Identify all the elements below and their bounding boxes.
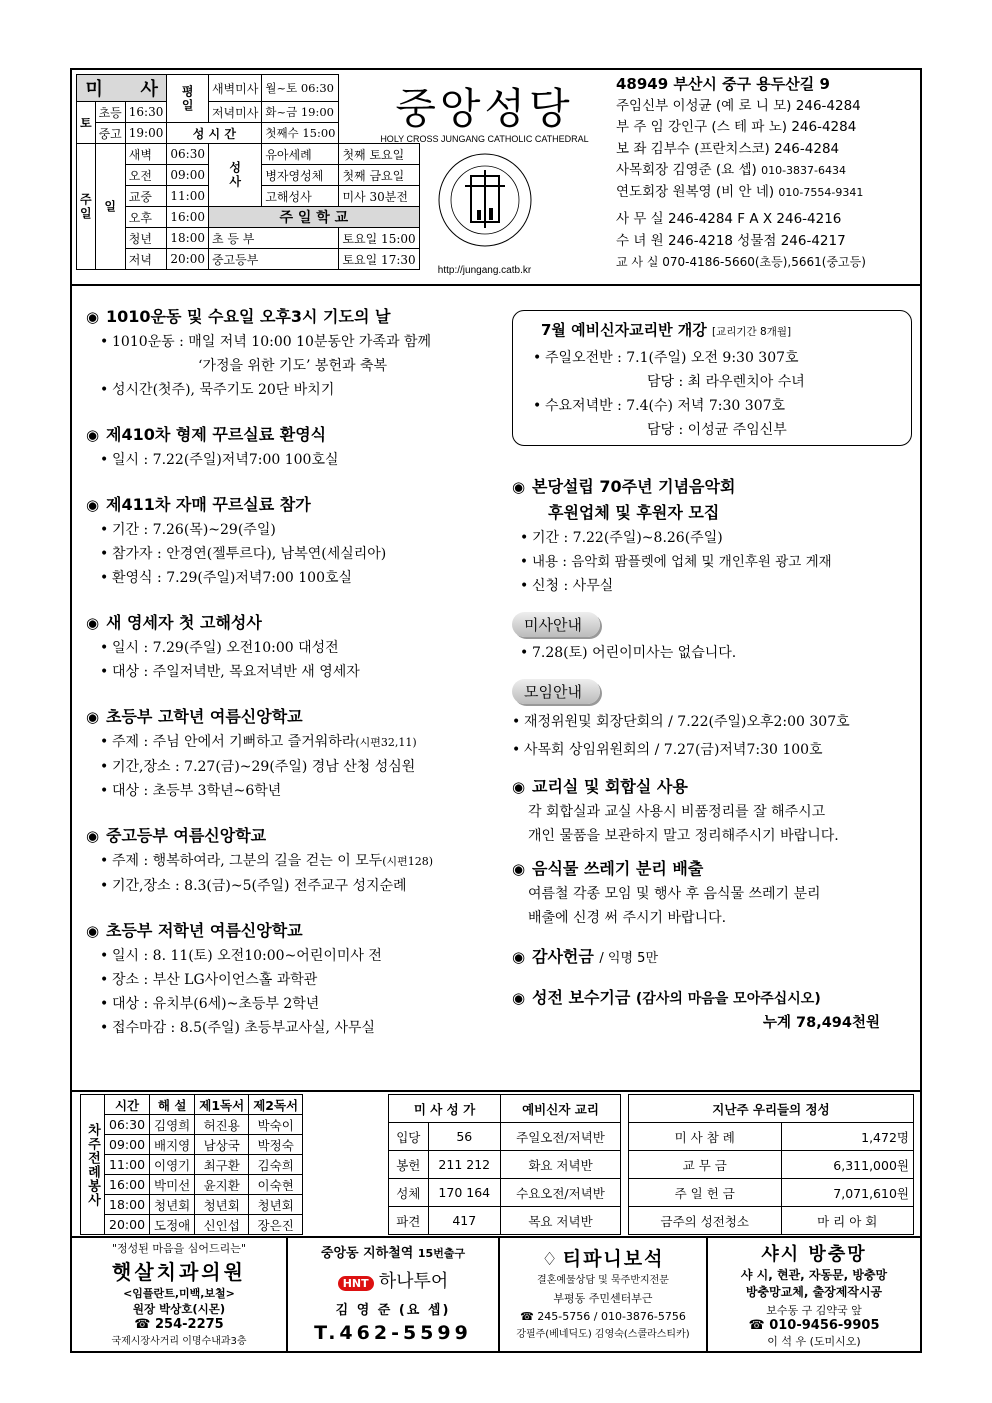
hanatour-logo-icon: HNT <box>338 1276 374 1291</box>
offering-table: 지난주 우리들의 정성 미 사 참 례 1,472명 교 무 금 6,311,000원 주 일 헌 금 7,071,610원 금주의 성전청소 마 리 아 회 <box>628 1094 914 1235</box>
weekday-label: 평일 <box>167 75 209 123</box>
ad-tiffany: ♢ 티파니보석 결혼예물상담 및 묵주반지전문 부평동 주민센터부근 ☎ 245-5756 / 010-3876-5756 강필주(베네딕도) 김영숙(스콜라스티카) <box>500 1238 708 1353</box>
church-logo <box>372 74 597 282</box>
hymn-catechism-table: 미 사 성 가 예비신자 교리 입당 56 주일오전/저녁반 봉헌 211 212 화요 저녁반 성체 170 164 수요오전/저녁반 파견 417 목요 저녁반 <box>388 1094 621 1235</box>
bullseye-icon: ◉ <box>86 426 100 444</box>
bullseye-icon: ◉ <box>86 708 100 726</box>
church-english-name: HOLY CROSS JUNGANG CATHOLIC CATHEDRAL <box>380 134 589 144</box>
sunday-label: 주일 <box>77 144 96 270</box>
church-url[interactable]: http://jungang.catb.kr <box>437 265 532 276</box>
sacrament-label: 성사 <box>208 144 261 207</box>
catechism-title: 7월 예비신자교리반 개강 <box>541 321 707 339</box>
staff-row: 연도회장 원복영 (비 안 네) 010-7554-9341 <box>616 183 864 200</box>
header <box>72 70 920 286</box>
notice-concert: ◉ 본당설립 70주년 기념음악회 후원업체 및 후원자 모집 • 기간 : 7.22(주일)~8.26(주일) • 내용 : 음악회 팜플렛에 업체 및 개인후원 광고 게재 • 신청 : 사무실 <box>512 477 832 594</box>
diamond-icon: ♢ <box>541 1249 558 1270</box>
meeting-notice: 모임안내 • 재정위원및 회장단회의 / 7.22(주일)오후2:00 307호 • 사목회 상임위원회의 / 7.27(금)저녁7:30 100호 <box>512 679 916 764</box>
notice-elementary-lower: ◉ 초등부 저학년 여름신앙학교 • 일시 : 8. 11(토) 오전10:00~어린이미사 전 • 장소 : 부산 LG사이언스홀 과학관 • 대상 : 유치부(6세)~초등부 2학년 • 접수마감 : 8.5(주일) 초등부교사실, 사무실 <box>86 921 382 1036</box>
church-seal-icon <box>425 150 545 250</box>
bullseye-icon: ◉ <box>86 922 100 940</box>
notice-cursillo-410: ◉ 제410차 형제 꾸르실료 환영식 • 일시 : 7.22(주일)저녁7:00 100호실 <box>86 425 339 468</box>
mass-schedule-table: 미 사 평일 새벽미사 월~토 06:30 토 초등 16:30 저녁미사 화~금 19:00 중고 19:00 성 시 간 첫째수 15:00 주일 일 새벽 06:30 성사 유아세례 첫째 토요일 오전 09:00 병자영성체 첫째 금요일 교중 11:00 고해성사 미사 30분전 오후 16:00 주 일 학 교 청년 18:00 초 등 부 토요일 15:00 저녁 20:00 중고등부 토요일 17:30 <box>76 74 420 270</box>
church-info <box>616 74 916 274</box>
notice-confession: ◉ 새 영세자 첫 고해성사 • 일시 : 7.29(주일) 오전10:00 대성전 • 대상 : 주일저녁반, 목요저녁반 새 영세자 <box>86 613 360 680</box>
notice-cursillo-411: ◉ 제411차 자매 꾸르실료 참가 • 기간 : 7.26(목)~29(주일) • 참가자 : 안경연(젤투르다), 남복연(세실리아) • 환영식 : 7.29(주일)저녁7:00 100호실 <box>86 495 387 586</box>
notice-room-use: ◉ 교리실 및 회합실 사용 각 회합실과 교실 사용시 비품정리를 잘 해주시고 개인 물품을 보관하지 말고 정리해주시기 바랍니다. <box>512 777 839 844</box>
school-title: 주 일 학 교 <box>208 207 419 228</box>
notice-food-waste: ◉ 음식물 쓰레기 분리 배출 여름철 각종 모임 및 행사 후 음식물 쓰레기 분리 배출에 신경 써 주시기 바랍니다. <box>512 859 821 926</box>
bullseye-icon: ◉ <box>86 614 100 632</box>
office-phone: 사 무 실 246-4284 F A X 246-4216 <box>616 211 842 227</box>
church-name: 중앙성당 <box>395 84 574 133</box>
staff-row: 주임신부 이성균 (예 로 니 모) 246-4284 <box>616 97 861 114</box>
bullseye-icon: ◉ <box>512 860 526 878</box>
church-address: 48949 부산시 중구 용두산길 9 <box>616 75 830 93</box>
saturday-label: 토 <box>77 102 96 144</box>
bullseye-icon: ◉ <box>512 478 526 496</box>
bullseye-icon: ◉ <box>86 496 100 514</box>
bullseye-icon: ◉ <box>86 308 100 326</box>
bulletin-frame <box>70 68 922 1353</box>
notice-1010: ◉ 1010운동 및 수요일 오후3시 기도의 날 • 1010운동 : 매일 저녁 10:00 10분동안 가족과 함께 ‘가정을 위한 기도’ 봉헌과 축복 • 성시간(첫주), 묵주기도 20단 바치기 <box>86 307 431 398</box>
ads-row <box>72 1236 920 1353</box>
catechism-box: 7월 예비신자교리반 개강 [교리기간 8개월] • 주일오전반 : 7.1(주일) 오전 9:30 307호 담당 : 최 라우렌치아 수녀 • 수요저녁반 : 7.4(수) 저녁 7:30 307호 담당 : 이성균 주임신부 <box>512 310 912 446</box>
bullseye-icon: ◉ <box>86 827 100 845</box>
ad-hanatour: 중앙동 지하철역 15번출구 HNT 하나투어 김 영 준 (요 셉) T.462-5599 <box>288 1238 500 1353</box>
convent-phone: 수 녀 원 246-4218 성물점 246-4217 <box>616 232 846 249</box>
mass-label: 미 <box>85 79 103 100</box>
mass-notice: 미사안내 • 7.28(토) 어린이미사는 없습니다. <box>512 612 916 665</box>
liturgy-service-table: 차주전례봉사 시간 해 설 제1독서 제2독서 06:30 김영희 허진용 박숙이 09:00 배지영 남상국 박정숙 11:00 이영기 최구환 김숙희 16:00 박미선 윤지환 이숙현 18:00 청년회 청년회 청년회 20:00 도정애 신인섭 장은진 <box>80 1094 303 1235</box>
teacher-phone: 교 사 실 070-4186-5660(초등),5661(중고등) <box>616 255 866 269</box>
repair-total: 누계 78,494천원 <box>762 1015 880 1031</box>
staff-row: 부 주 임 강인구 (스 테 파 노) 246-4284 <box>616 119 857 135</box>
bullseye-icon: ◉ <box>512 778 526 796</box>
notice-repair-fund: ◉ 성전 보수기금 (감사의 마음을 모아주십시오) 누계 78,494천원 <box>512 985 916 1032</box>
ad-dental: "정성된 마음을 심어드리는" 햇살치과의원 <임플란트,미백,보철> 원장 박상호(시몬) ☎ 254-2275 국제시장사거리 이명수내과3층 <box>72 1238 288 1353</box>
notice-middle-high: ◉ 중고등부 여름신앙학교 • 주제 : 행복하여라, 그분의 길을 걷는 이 모두(시편128) • 기간,장소 : 8.3(금)~5(주일) 전주교구 성지순례 <box>86 826 434 894</box>
staff-row: 사목회장 김영준 (요 셉) 010-3837-6434 <box>616 162 847 178</box>
left-column <box>86 304 506 1054</box>
bottom-tables <box>72 1090 920 1236</box>
ad-sash: 샤시 방충망 샤 시, 현관, 자동문, 방충망 방충망교체, 출장제작시공 보수동 구 김약국 앞 ☎ 010-9456-9905 이 석 우 (도미시오) <box>740 1244 888 1348</box>
mass-notice-pill: 미사안내 <box>512 612 600 637</box>
bullseye-icon: ◉ <box>512 989 526 1007</box>
staff-row: 보 좌 김부수 (프란치스코) 246-4284 <box>616 140 840 157</box>
meeting-notice-pill: 모임안내 <box>512 679 600 704</box>
notice-thanksgiving: ◉ 감사헌금 / 익명 5만 <box>512 947 658 966</box>
bullseye-icon: ◉ <box>512 948 526 966</box>
right-column <box>512 474 916 1046</box>
notice-elementary-upper: ◉ 초등부 고학년 여름신앙학교 • 주제 : 주님 안에서 기뻐하고 즐거워하라(시편32,11) • 기간,장소 : 7.27(금)~29(주일) 경남 산청 성심원 • 대상 : 초등부 3학년~6학년 <box>86 707 417 799</box>
